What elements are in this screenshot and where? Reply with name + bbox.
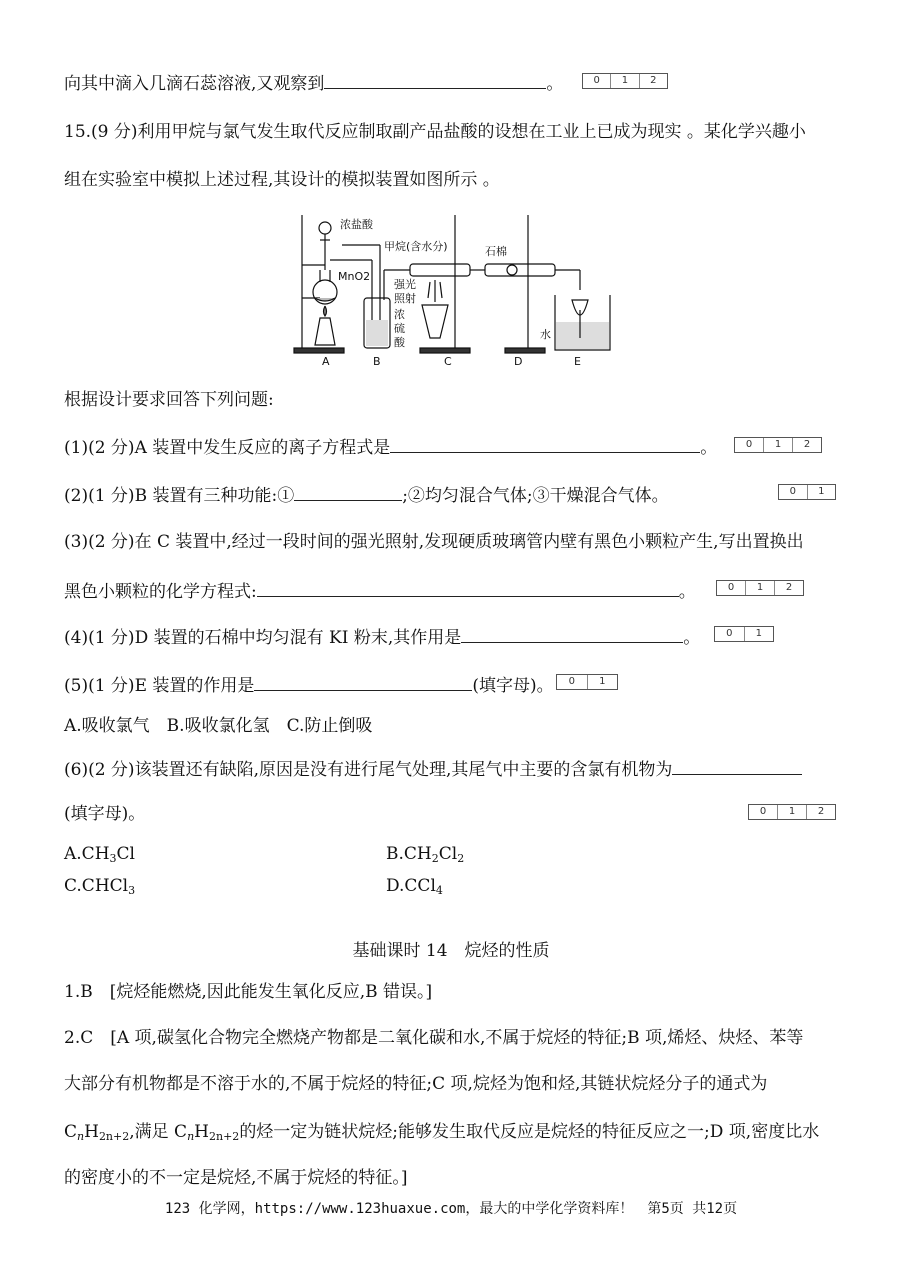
label-hcl: 浓盐酸 — [340, 218, 373, 231]
q6-blank[interactable] — [672, 756, 802, 775]
score-cell[interactable]: 0 — [779, 485, 808, 499]
score-cell[interactable]: 0 — [749, 805, 778, 819]
score-cell[interactable]: 1 — [818, 486, 825, 497]
score-cell[interactable]: 2 — [803, 439, 811, 450]
score-cell[interactable]: 2 — [817, 806, 825, 817]
q1-line: (1)(2 分)A 装置中发生反应的离子方程式是 。 — [64, 434, 717, 460]
label-acid1: 浓 — [394, 308, 405, 321]
q6-line2: (填字母)。 — [64, 804, 146, 824]
answer-2-line4: 的密度小的不一定是烷烃,不属于烷烃的特征。] — [64, 1168, 408, 1188]
answer-2-line1: 2.C [A 项,碳氢化合物完全燃烧产物都是二氧化碳和水,不属于烷烃的特征;B 项,烯烃、炔烃、苯等 — [64, 1028, 804, 1048]
intro-text: 根据设计要求回答下列问题: — [64, 390, 274, 410]
label-E: E — [574, 355, 581, 368]
q5-blank[interactable] — [254, 672, 472, 691]
score-box[interactable] — [716, 580, 804, 596]
q15-stem-line2: 组在实验室中模拟上述过程,其设计的模拟装置如图所示 。 — [64, 170, 500, 190]
score-box[interactable] — [556, 674, 618, 690]
q4-line: (4)(1 分)D 装置的石棉中均匀混有 KI 粉末,其作用是 。 — [64, 624, 700, 650]
answer-2-line2: 大部分有机物都是不溶于水的,不属于烷烃的特征;C 项,烷烃为饱和烃,其链状烷烃分子的通式为 — [64, 1074, 768, 1094]
option-c[interactable]: C.CHCl$_3$ — [64, 876, 136, 897]
score-cell[interactable]: 0 — [583, 74, 611, 88]
answer-blank[interactable] — [324, 70, 546, 89]
score-box[interactable] — [582, 73, 668, 89]
score-box[interactable] — [778, 484, 836, 500]
label-light1: 强光 — [394, 278, 416, 291]
score-cell[interactable]: 0 — [557, 675, 588, 689]
q4-blank[interactable] — [461, 624, 683, 643]
label-asbestos: 石棉 — [485, 245, 507, 258]
score-cell[interactable]: 1 — [764, 438, 793, 452]
label-B: B — [373, 355, 381, 368]
option-a[interactable]: $A.CH_3Cl$ — [64, 844, 135, 865]
score-box[interactable] — [714, 626, 774, 642]
q15-stem-line1: 15.(9 分)利用甲烷与氯气发生取代反应制取副产品盐酸的设想在工业上已成为现实 。某化学兴趣小 — [64, 122, 806, 142]
option-b[interactable]: $B.CH_2Cl_2$ — [386, 844, 465, 865]
q3-line1: (3)(2 分)在 C 装置中,经过一段时间的强光照射,发现硬质玻璃管内壁有黑色小颗粒产生,写出置换出 — [64, 532, 804, 552]
option-d[interactable]: D.CCl$_4$ — [386, 876, 443, 897]
answer-1: 1.B [烷烃能燃烧,因此能发生氧化反应,B 错误。] — [64, 982, 433, 1002]
label-light2: 照射 — [394, 292, 416, 305]
score-box[interactable] — [748, 804, 836, 820]
score-cell[interactable]: 0 — [715, 627, 745, 641]
score-cell[interactable]: 0 — [735, 438, 764, 452]
score-box[interactable] — [734, 437, 822, 453]
score-cell[interactable]: 2 — [785, 582, 793, 593]
score-cell[interactable]: 1 — [778, 805, 807, 819]
page-footer: 123 化学网，https://www.123huaxue.com，最大的中学化学资料库！ 第5页 共12页 — [164, 1201, 738, 1217]
q3-line2: 黑色小颗粒的化学方程式: 。 — [64, 578, 696, 604]
score-cell[interactable]: 1 — [755, 628, 762, 639]
label-acid3: 酸 — [394, 336, 405, 349]
q1-blank[interactable] — [390, 434, 700, 453]
q3-blank[interactable] — [257, 578, 679, 597]
section-title: 基础课时 14 烷烃的性质 — [352, 941, 550, 961]
score-cell[interactable]: 2 — [650, 75, 657, 86]
score-cell[interactable]: 0 — [717, 581, 746, 595]
score-cell[interactable]: 1 — [599, 676, 606, 687]
label-mno2: MnO2 — [338, 270, 371, 283]
label-methane: 甲烷(含水分) — [384, 240, 448, 253]
score-cell[interactable]: 1 — [611, 74, 639, 88]
label-C: C — [444, 355, 452, 368]
label-D: D — [514, 355, 523, 368]
q6-line1: (6)(2 分)该装置还有缺陷,原因是没有进行尾气处理,其尾气中主要的含氯有机物为 — [64, 756, 802, 782]
q2-blank[interactable] — [294, 482, 402, 501]
q5-line: (5)(1 分)E 装置的作用是 (填字母)。 — [64, 672, 554, 698]
apparatus-figure — [280, 210, 620, 370]
answer-2-line3: $C_nH_{2n+2}$,满足 $C_nH_{2n+2}$的烃一定为链状烷烃;能够发生取代反应是烷烃的特征反应之一;D 项,密度比水 — [64, 1122, 820, 1143]
label-A: A — [322, 355, 330, 368]
label-water: 水 — [540, 328, 551, 341]
answer-line-top: 向其中滴入几滴石蕊溶液,又观察到 。 — [64, 70, 563, 96]
q2-line: (2)(1 分)B 装置有三种功能:① ;②均匀混合气体;③干燥混合气体。 — [64, 482, 669, 508]
score-cell[interactable]: 1 — [746, 581, 775, 595]
label-acid2: 硫 — [394, 322, 405, 335]
q5-options: A.吸收氯气 B.吸收氯化氢 C.防止倒吸 — [64, 716, 373, 736]
